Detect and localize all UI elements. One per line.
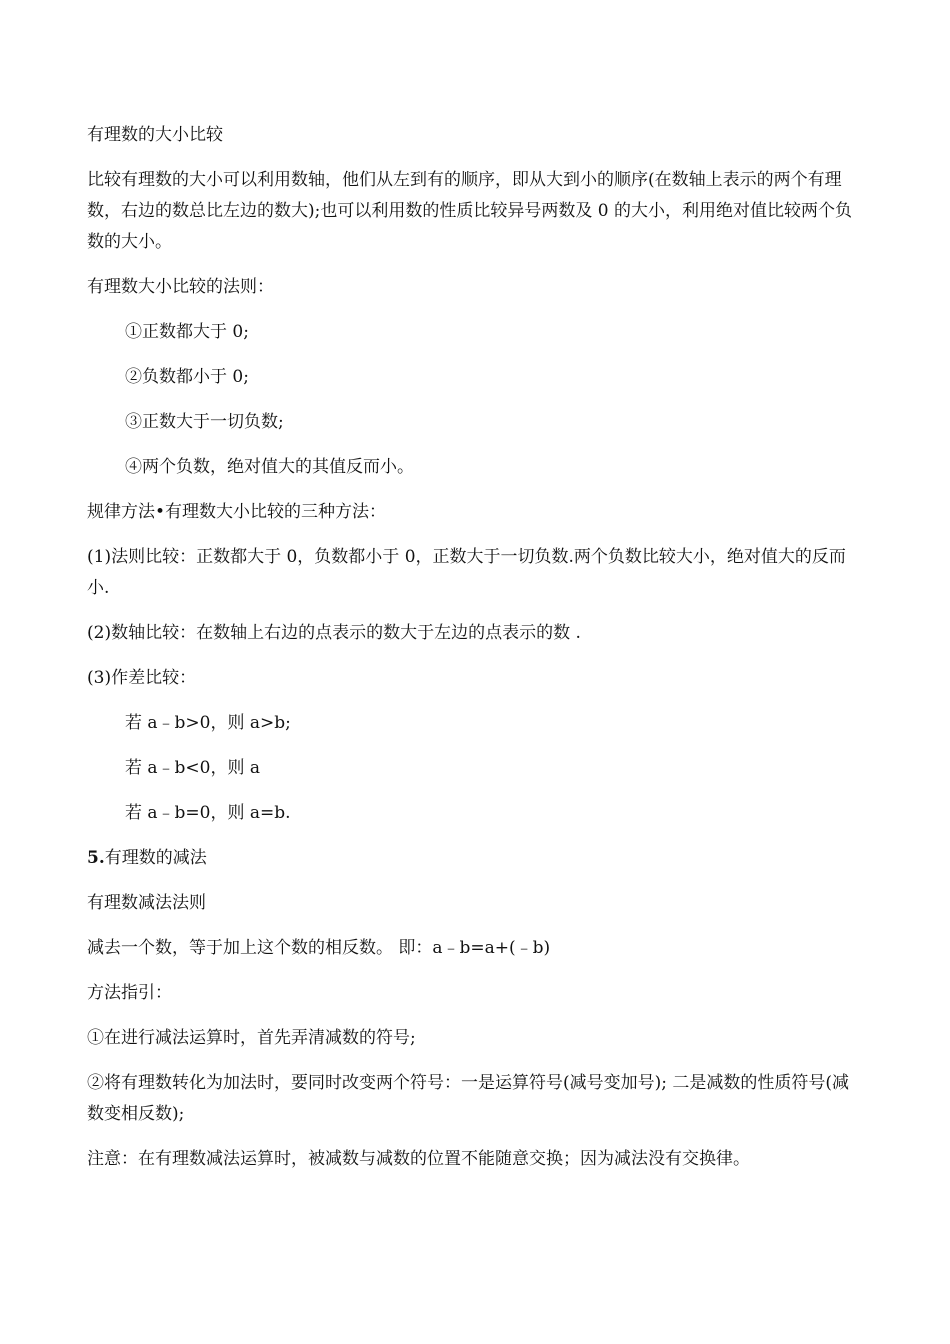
- method-item: (1)法则比较：正数都大于 0，负数都小于 0，正数大于一切负数.两个负数比较大小，绝对值大的反而小.: [87, 547, 846, 598]
- rule-item: ②负数都小于 0;: [125, 367, 249, 387]
- paragraph: 比较有理数的大小可以利用数轴，他们从左到有的顺序，即从大到小的顺序(在数轴上表示的两个有理数，右边的数总比左边的数大);也可以利用数的性质比较异号两数及 0 的大小，利用绝对值比较两个负数的大小。: [87, 170, 852, 252]
- rule-item: ④两个负数，绝对值大的其值反而小。: [125, 457, 414, 477]
- document-page: [87, 120, 865, 1189]
- subtraction-rule: 减去一个数，等于加上这个数的相反数。 即：a﹣b=a+(﹣b): [87, 938, 551, 958]
- method-item: (2)数轴比较：在数轴上右边的点表示的数大于左边的点表示的数 .: [87, 623, 581, 643]
- rule-item: ①正数都大于 0;: [125, 322, 249, 342]
- section-heading: 有理数的大小比较: [87, 125, 223, 145]
- comparison-case: 若 a﹣b<0，则 a: [125, 758, 261, 778]
- comparison-case: 若 a﹣b>0，则 a>b;: [125, 713, 291, 733]
- section-title: 有理数的减法: [104, 848, 207, 868]
- rule-item: ③正数大于一切负数;: [125, 412, 284, 432]
- rule-heading: 有理数大小比较的法则：: [87, 277, 274, 297]
- note: 注意：在有理数减法运算时，被减数与减数的位置不能随意交换；因为减法没有交换律。: [87, 1149, 750, 1169]
- method-item: (3)作差比较：: [87, 668, 197, 688]
- guide-heading: 方法指引：: [87, 983, 172, 1003]
- section-number: 5.: [87, 848, 105, 868]
- subtraction-section-heading: [87, 843, 865, 874]
- guide-item: ②将有理数转化为加法时，要同时改变两个符号：一是运算符号(减号变加号); 二是减数的性质符号(减数变相反数);: [87, 1073, 850, 1124]
- comparison-case: 若 a﹣b=0，则 a=b.: [125, 803, 291, 823]
- subtraction-rule-heading: 有理数减法法则: [87, 893, 206, 913]
- guide-item: ①在进行减法运算时，首先弄清减数的符号;: [87, 1028, 416, 1048]
- method-heading: 规律方法•有理数大小比较的三种方法：: [87, 502, 387, 522]
